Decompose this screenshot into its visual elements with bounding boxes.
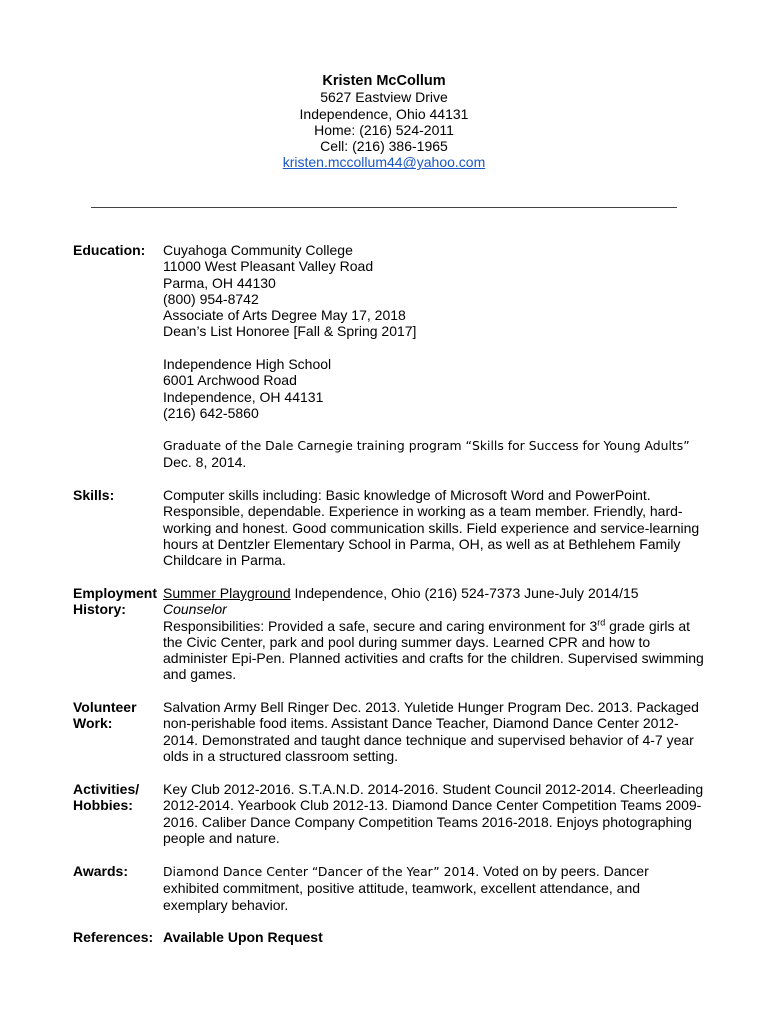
employer-name: Summer Playground [163,585,291,601]
college-address: 11000 West Pleasant Valley Road [163,258,374,275]
header-divider [91,207,677,208]
volunteer-label: Volunteer Work: [73,699,137,732]
education-label: Education: [73,242,146,258]
employment-label: Employment History: [73,585,158,618]
volunteer-text: Salvation Army Bell Ringer Dec. 2013. Yuletide Hunger Program Dec. 2013. Packaged non-perishable food items. Assistant Dance Teacher, Diamond Dance Center 2012-2014. Demonstrated and taught dance technique and supervised behavior of 4-7 year olds in a structured classroom setting. [163,699,699,764]
city-state-zip: Independence, Ohio 44131 [299,105,469,122]
high-school-city: Independence, OH 44131 [163,388,324,405]
carnegie-date: Dec. 8, 2014. [163,453,247,470]
street-address: 5627 Eastview Drive [320,89,448,106]
activities-label: Activities/ Hobbies: [73,781,140,814]
education-content [163,242,708,470]
high-school-name: Independence High School [163,356,332,373]
job-title: Counselor [163,601,227,618]
employer-details: Independence, Ohio (216) 524-7373 June-July 2014/15 [290,585,639,601]
high-school-address: 6001 Archwood Road [163,372,297,389]
skills-label: Skills: [73,487,115,503]
carnegie-program: Graduate of the Dale Carnegie training program “Skills for Success for Young Adults” [163,437,690,453]
job-responsibilities: Responsibilities: Provided a safe, secure and caring environment for 3rd grade girls at the Civic Center, park and pool during summer days. Learned CPR and how to administer Epi-Pen. Planned activities and crafts for the children. Supervised swimming and games. [163,616,704,683]
resume-header [0,73,768,171]
skills-text: Computer skills including: Basic knowledge of Microsoft Word and PowerPoint. Responsible, dependable. Experience in working as a team member. Friendly, hard-working and honest. Good communication skills. Field experience and service-learning hours at Dentzler Elementary School in Parma, OH, as well as at Bethlehem Family Childcare in Parma. [163,487,700,569]
employment-content [163,585,708,683]
college-honor: Dean’s List Honoree [Fall & Spring 2017] [163,323,417,340]
awards-label: Awards: [73,863,128,879]
college-phone: (800) 954-8742 [163,290,259,307]
college-city: Parma, OH 44130 [163,274,276,291]
candidate-name: Kristen McCollum [322,73,446,89]
college-degree: Associate of Arts Degree May 17, 2018 [163,307,406,324]
cell-phone: Cell: (216) 386-1965 [320,138,448,155]
references-text: Available Upon Request [163,929,323,945]
email-link[interactable]: kristen.mccollum44@yahoo.com [282,154,486,171]
references-label: References: [73,929,154,945]
high-school-phone: (216) 642-5860 [163,404,259,421]
awards-text [163,863,708,913]
college-name: Cuyahoga Community College [163,242,353,258]
award-description: . Voted on by peers. Dancer exhibited commitment, positive attitude, teamwork, excellent attendance, and exemplary behavior. [163,863,649,913]
home-phone: Home: (216) 524-2011 [314,121,454,138]
activities-text: Key Club 2012-2016. S.T.A.N.D. 2014-2016. Student Council 2012-2014. Cheerleading 2012-2014. Yearbook Club 2012-13. Diamond Dance Center Competition Teams 2009-2016. Caliber Dance Company Competition Teams 2016-2018. Enjoys photographing people and nature. [163,781,704,846]
award-title: Diamond Dance Center “Dancer of the Year” 2014 [163,864,476,879]
